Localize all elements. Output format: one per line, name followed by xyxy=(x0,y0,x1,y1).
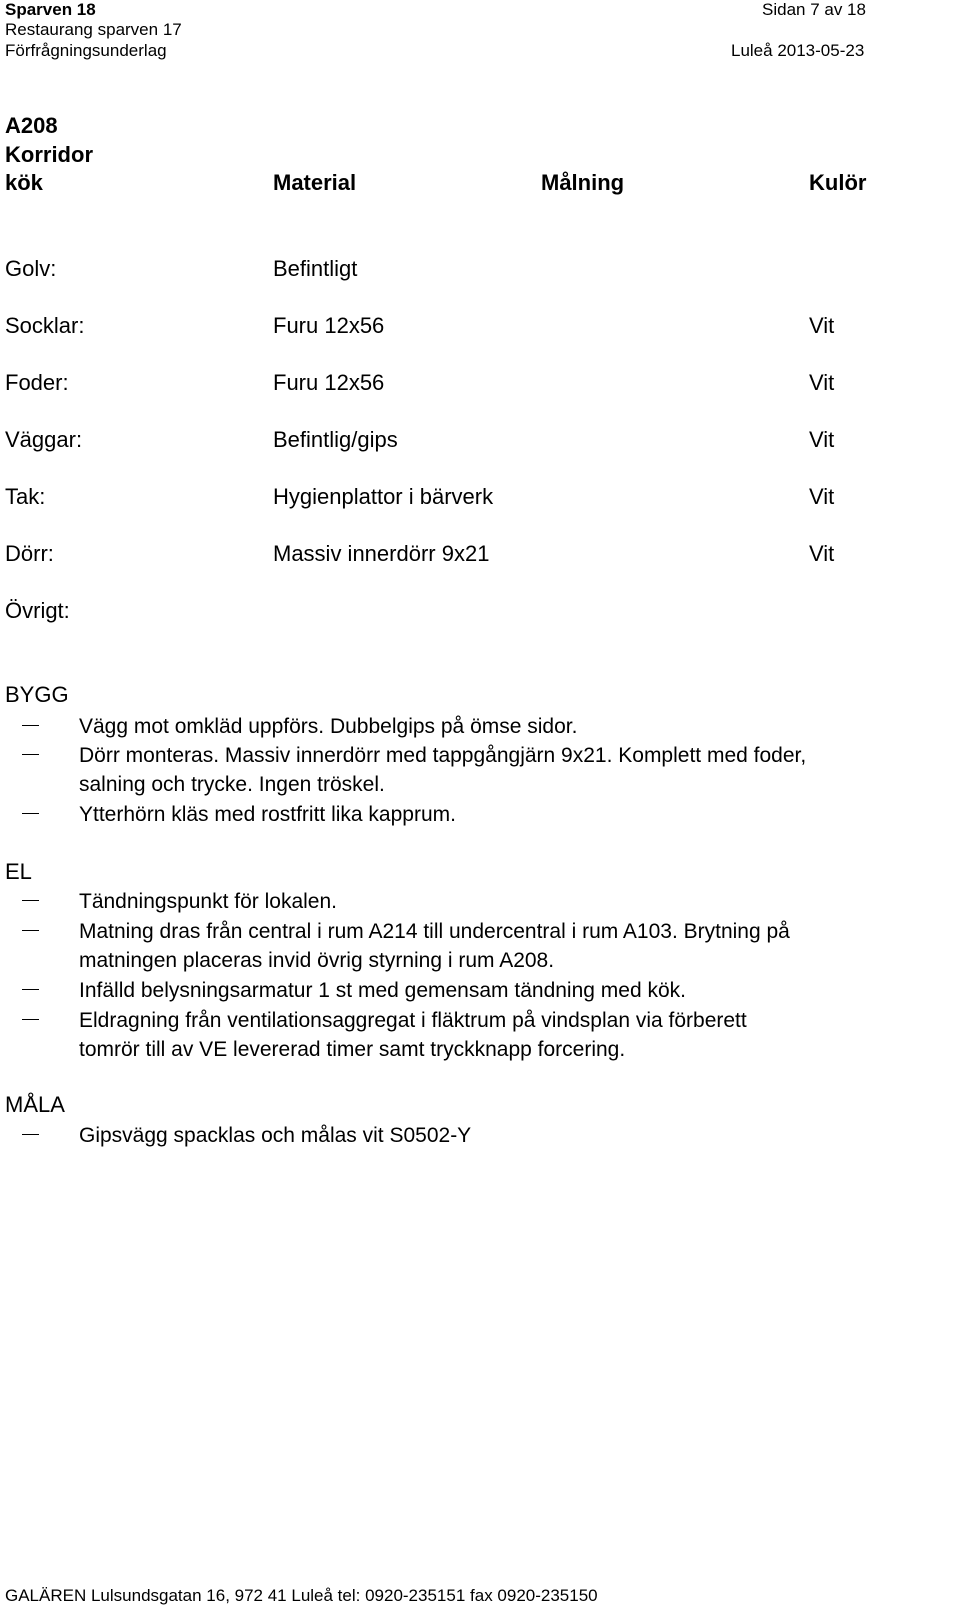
list-item-text: Infälld belysningsarmatur 1 st med gemensam tändning med kök. xyxy=(79,979,686,1002)
room-name-continued: kök xyxy=(5,170,43,195)
room-code: A208 xyxy=(5,113,58,138)
column-header-color: Kulör xyxy=(809,170,867,195)
list-item-text-continued: matningen placeras invid övrig styrning i rum A208. xyxy=(79,949,555,972)
column-header-painting: Målning xyxy=(541,170,625,195)
row-material: Befintligt xyxy=(273,256,358,281)
list-item-text: Ytterhörn kläs med rostfritt lika kapprum. xyxy=(79,803,456,826)
row-material: Furu 12x56 xyxy=(273,370,385,395)
row-color: Vit xyxy=(809,313,835,338)
dash-bullet-icon xyxy=(22,1134,39,1135)
dash-bullet-icon xyxy=(22,725,39,726)
list-item-text-continued: tomrör till av VE levererad timer samt tryckknapp forcering. xyxy=(79,1038,626,1061)
dash-bullet-icon xyxy=(22,813,39,814)
list-item-text: Tändningspunkt för lokalen. xyxy=(79,890,337,913)
dash-bullet-icon xyxy=(22,930,39,931)
dash-bullet-icon xyxy=(22,989,39,990)
room-name: Korridor xyxy=(5,142,93,167)
place-date: Luleå 2013-05-23 xyxy=(731,41,865,60)
row-color: Vit xyxy=(809,370,835,395)
row-label: Socklar: xyxy=(5,313,85,338)
row-material: Furu 12x56 xyxy=(273,313,385,338)
row-color: Vit xyxy=(809,541,835,566)
row-label: Väggar: xyxy=(5,427,83,452)
row-color: Vit xyxy=(809,484,835,509)
document-type: Förfrågningsunderlag xyxy=(5,41,167,60)
section-heading-el: EL xyxy=(5,859,32,884)
list-item-text: Gipsvägg spacklas och målas vit S0502-Y xyxy=(79,1124,472,1147)
list-item-text: Matning dras från central i rum A214 till undercentral i rum A103. Brytning på xyxy=(79,920,790,943)
row-label: Dörr: xyxy=(5,541,54,566)
section-heading-bygg: BYGG xyxy=(5,682,69,707)
row-label: Foder: xyxy=(5,370,69,395)
column-header-material: Material xyxy=(273,170,357,195)
page-number: Sidan 7 av 18 xyxy=(762,0,866,19)
row-material: Hygienplattor i bärverk xyxy=(273,484,494,509)
row-label: Övrigt: xyxy=(5,598,70,623)
row-label: Golv: xyxy=(5,256,57,281)
dash-bullet-icon xyxy=(22,1019,39,1020)
footer-contact: GALÄREN Lulsundsgatan 16, 972 41 Luleå tel: 0920-235151 fax 0920-235150 xyxy=(5,1586,598,1605)
list-item-text: Eldragning från ventilationsaggregat i fläktrum på vindsplan via förberett xyxy=(79,1009,747,1032)
row-label: Tak: xyxy=(5,484,46,509)
row-material: Massiv innerdörr 9x21 xyxy=(273,541,490,566)
section-heading-mala: MÅLA xyxy=(5,1092,65,1117)
row-material: Befintlig/gips xyxy=(273,427,398,452)
list-item-text: Dörr monteras. Massiv innerdörr med tappgångjärn 9x21. Komplett med foder, xyxy=(79,744,807,767)
project-name: Sparven 18 xyxy=(5,0,96,19)
list-item-text: Vägg mot omkläd uppförs. Dubbelgips på ömse sidor. xyxy=(79,715,578,738)
row-color: Vit xyxy=(809,427,835,452)
list-item-text-continued: salning och trycke. Ingen tröskel. xyxy=(79,773,385,796)
document-subtitle: Restaurang sparven 17 xyxy=(5,20,182,39)
dash-bullet-icon xyxy=(22,754,39,755)
dash-bullet-icon xyxy=(22,900,39,901)
